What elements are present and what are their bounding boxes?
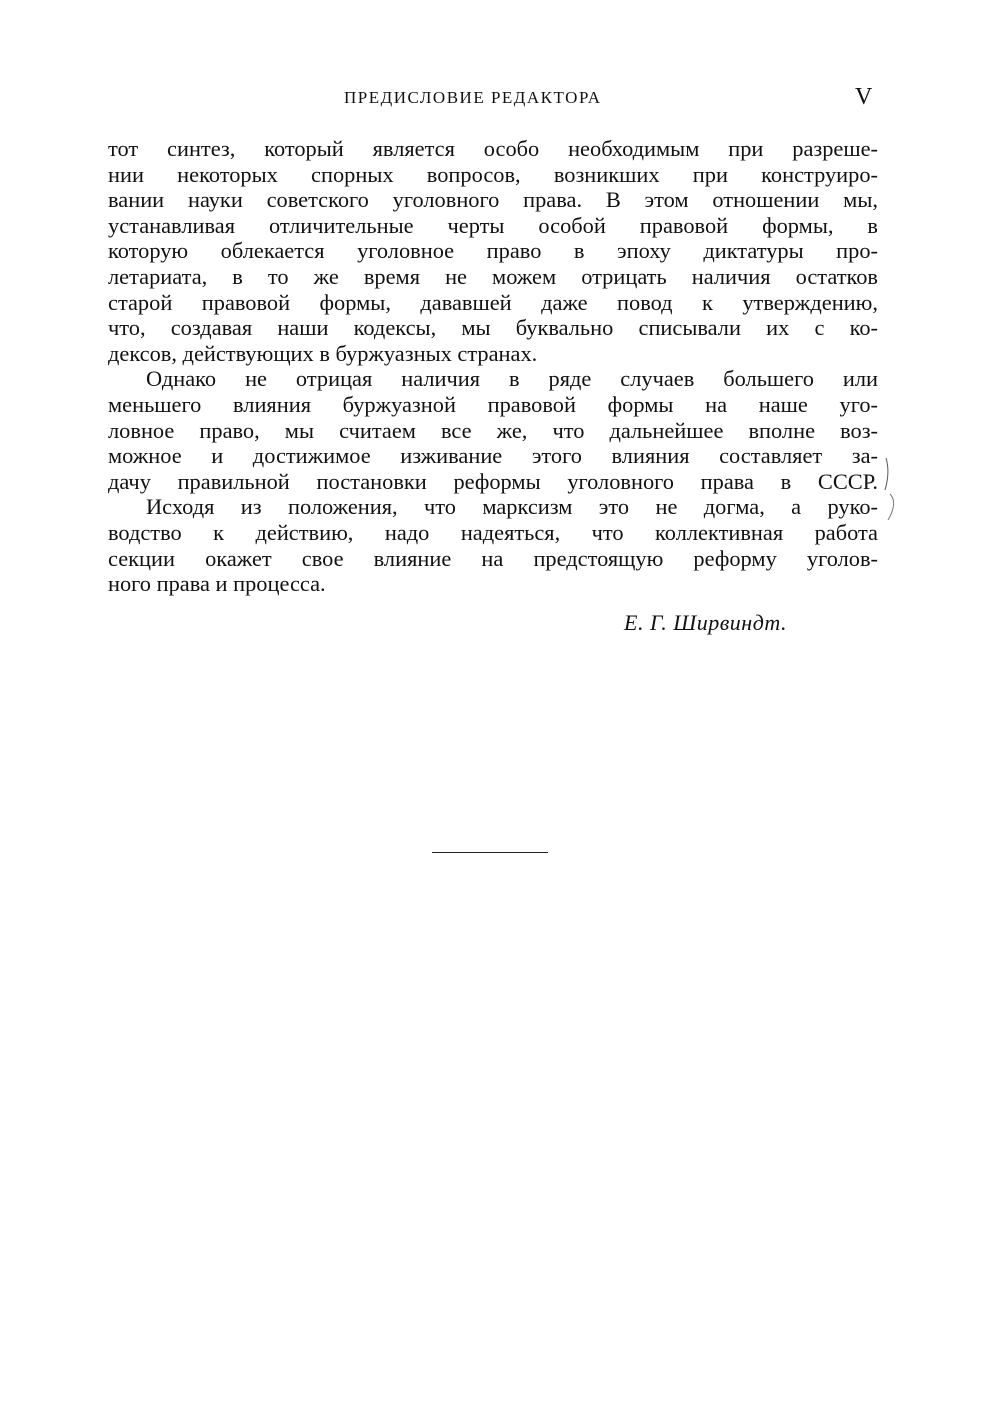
text-line: вании науки советского уголовного права. В этом отношении мы,: [108, 187, 878, 213]
text-line: тот синтез, который является особо необходимым при разреше-: [108, 136, 878, 161]
text-line: устанавливая отличительные черты особой правовой формы, в: [108, 212, 878, 238]
text-line: Однако не отрицая наличия в ряде случаев большего или: [146, 366, 878, 392]
text-line: нии некоторых спорных вопросов, возникших при конструиро-: [108, 161, 878, 187]
text-line: меньшего влияния буржуазной правовой формы на наше уго-: [108, 391, 878, 417]
text-line: водство к действию, надо надеяться, что коллективная работа: [108, 519, 878, 545]
text-line: ного права и процесса.: [108, 571, 326, 597]
text-line: которую облекается уголовное право в эпоху диктатуры про-: [108, 238, 878, 264]
text-line: дексов, действующих в буржуазных странах.: [108, 340, 538, 366]
pencil-mark: [885, 458, 888, 490]
author-signature: Е. Г. Ширвиндт.: [624, 610, 787, 635]
pencil-mark: [888, 494, 894, 520]
text-line: ловное право, мы считаем все же, что дальнейшее вполне воз-: [108, 417, 878, 443]
text-line: Исходя из положения, что марксизм это не догма, а руко-: [146, 494, 878, 520]
text-line: старой правовой формы, дававшей даже повод к утверждению,: [108, 289, 878, 315]
running-title: ПРЕДИСЛОВИЕ РЕДАКТОРА: [344, 88, 602, 107]
end-rule: [432, 852, 548, 853]
text-line: секции окажет свое влияние на предстоящую реформу уголов-: [108, 545, 878, 571]
body-text: [108, 136, 878, 597]
text-line: можное и достижимое изживание этого влияния составляет за-: [108, 443, 878, 469]
text-line: дачу правильной постановки реформы уголовного права в СССР.: [108, 468, 878, 494]
text-line: что, создавая наши кодексы, мы буквально списывали их с ко-: [108, 315, 878, 341]
text-line: летариата, в то же время не можем отрицать наличия остатков: [108, 263, 878, 289]
running-head: [0, 84, 1000, 114]
page-number: V: [855, 84, 873, 110]
margin-pencil-marks: [880, 450, 910, 530]
